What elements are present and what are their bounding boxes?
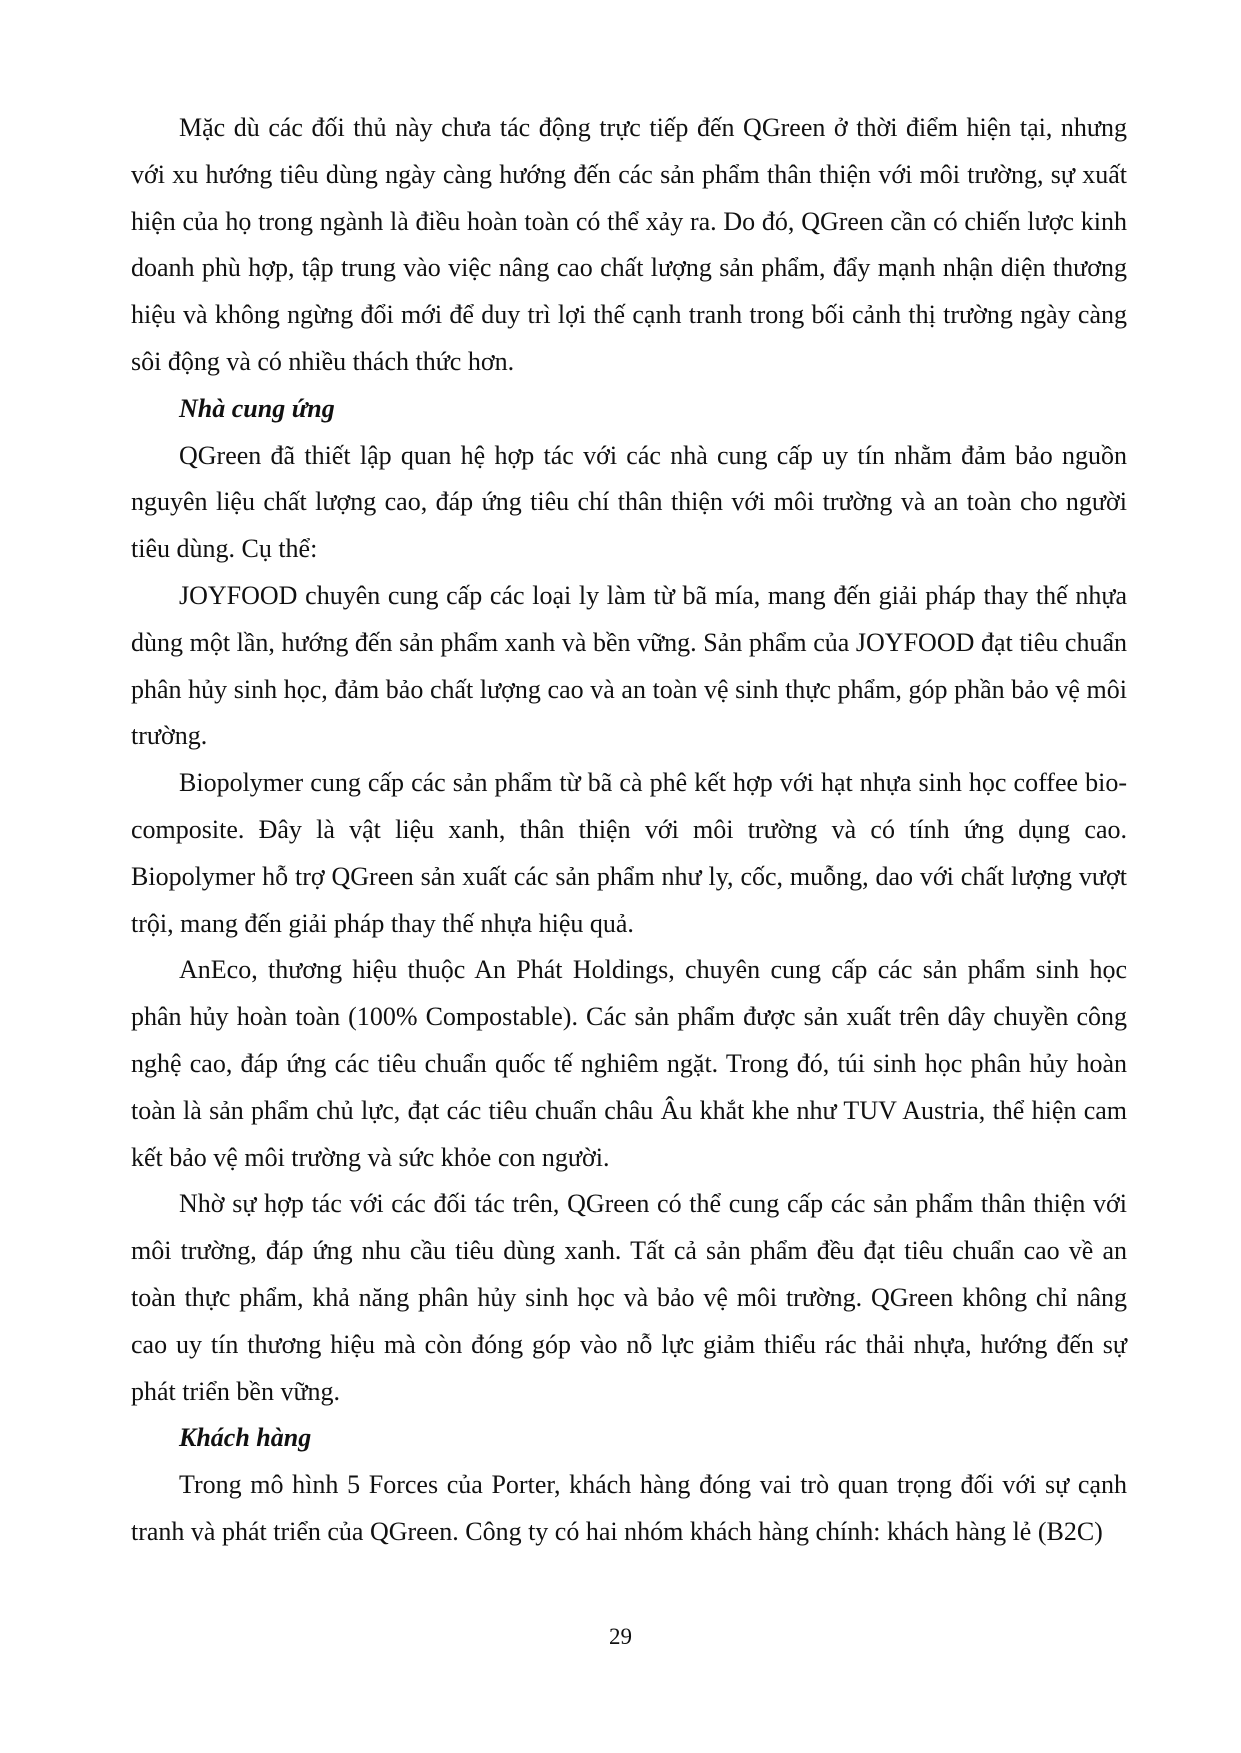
- heading-customers: Khách hàng: [179, 1423, 312, 1453]
- paragraph-partnership-benefits: Nhờ sự hợp tác với các đối tác trên, QGreen có thể cung cấp các sản phẩm thân thiện với môi trường, đáp ứng nhu cầu tiêu dùng xanh. Tất cả sản phẩm đều đạt tiêu chuẩn cao về an toàn thực phẩm, khả năng phân hủy sinh học và bảo vệ môi trường. QGreen không chỉ nâng cao uy tín thương hiệu mà còn đóng góp vào nỗ lực giảm thiểu rác thải nhựa, hướng đến sự phát triển bền vững.: [131, 1189, 1127, 1406]
- heading-suppliers: Nhà cung ứng: [179, 393, 335, 423]
- paragraph-suppliers-intro: QGreen đã thiết lập quan hệ hợp tác với các nhà cung cấp uy tín nhằm đảm bảo nguồn nguyên liệu chất lượng cao, đáp ứng tiêu chí thân thiện với môi trường và an toàn cho người tiêu dùng. Cụ thể:: [131, 440, 1127, 564]
- paragraph-joyfood: JOYFOOD chuyên cung cấp các loại ly làm từ bã mía, mang đến giải pháp thay thế nhựa dùng một lần, hướng đến sản phẩm xanh và bền vững. Sản phẩm của JOYFOOD đạt tiêu chuẩn phân hủy sinh học, đảm bảo chất lượng cao và an toàn vệ sinh thực phẩm, góp phần bảo vệ môi trường.: [131, 580, 1127, 751]
- paragraph-competitors-summary: Mặc dù các đối thủ này chưa tác động trực tiếp đến QGreen ở thời điểm hiện tại, nhưng với xu hướng tiêu dùng ngày càng hướng đến các sản phẩm thân thiện với môi trường, sự xuất hiện của họ trong ngành là điều hoàn toàn có thể xảy ra. Do đó, QGreen cần có chiến lược kinh doanh phù hợp, tập trung vào việc nâng cao chất lượng sản phẩm, đẩy mạnh nhận diện thương hiệu và không ngừng đổi mới để duy trì lợi thế cạnh tranh trong bối cảnh thị trường ngày càng sôi động và có nhiều thách thức hơn.: [131, 113, 1127, 376]
- paragraph-biopolymer: Biopolymer cung cấp các sản phẩm từ bã cà phê kết hợp với hạt nhựa sinh học coffee bio-composite. Đây là vật liệu xanh, thân thiện với môi trường và có tính ứng dụng cao. Biopolymer hỗ trợ QGreen sản xuất các sản phẩm như ly, cốc, muỗng, dao với chất lượng vượt trội, mang đến giải pháp thay thế nhựa hiệu quả.: [131, 768, 1127, 938]
- paragraph-customers-intro: Trong mô hình 5 Forces của Porter, khách hàng đóng vai trò quan trọng đối với sự cạnh tranh và phát triển của QGreen. Công ty có hai nhóm khách hàng chính: khách hàng lẻ (B2C): [131, 1470, 1127, 1546]
- paragraph-aneco: AnEco, thương hiệu thuộc An Phát Holdings, chuyên cung cấp các sản phẩm sinh học phân hủy hoàn toàn (100% Compostable). Các sản phẩm được sản xuất trên dây chuyền công nghệ cao, đáp ứng các tiêu chuẩn quốc tế nghiêm ngặt. Trong đó, túi sinh học phân hủy hoàn toàn là sản phẩm chủ lực, đạt các tiêu chuẩn châu Âu khắt khe như TUV Austria, thể hiện cam kết bảo vệ môi trường và sức khỏe con người.: [131, 955, 1127, 1172]
- page-body: [131, 105, 1127, 1556]
- page-number: 29: [609, 1624, 632, 1649]
